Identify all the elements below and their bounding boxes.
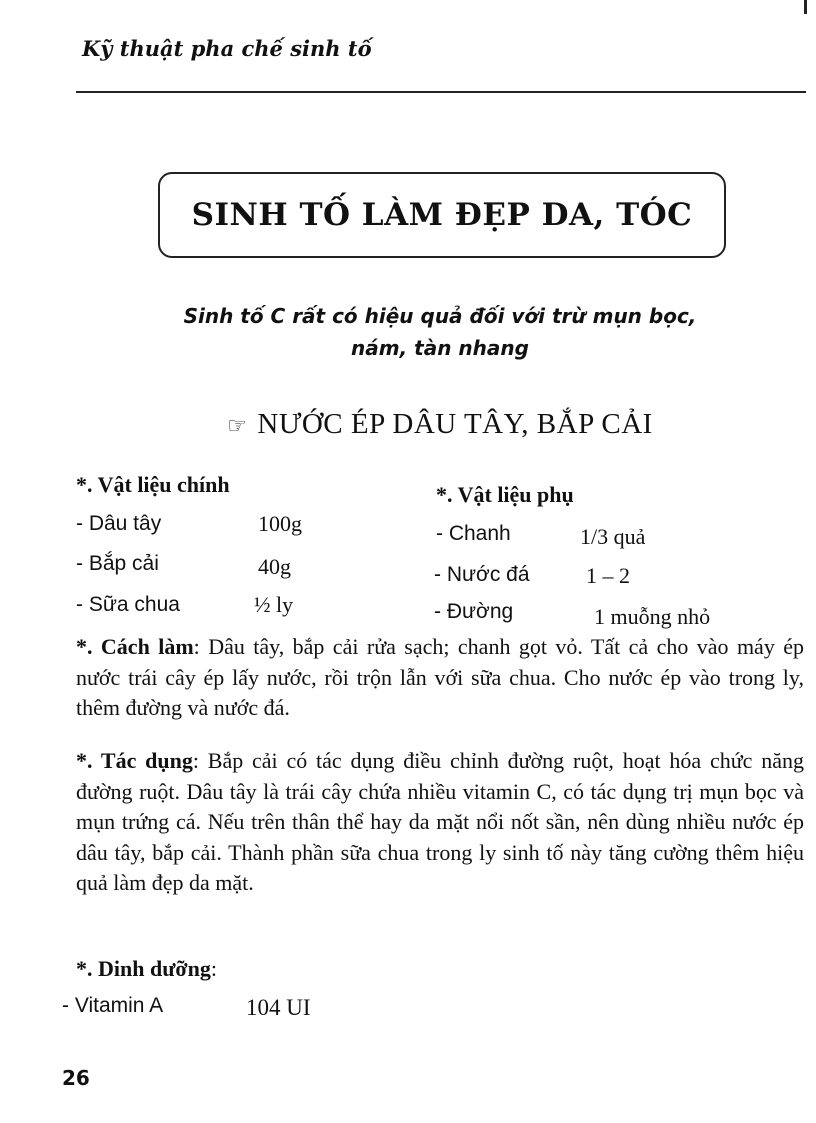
main-ingredient-name: - Dâu tây bbox=[76, 512, 162, 535]
chapter-title: SINH TỐ LÀM ĐẸP DA, TÓC bbox=[191, 197, 693, 233]
extra-ingredient-name: - Chanh bbox=[436, 522, 511, 545]
method-label: *. Cách làm bbox=[76, 634, 194, 659]
method-paragraph bbox=[76, 632, 804, 724]
effect-text: : Bắp cải có tác dụng điều chỉnh đường ruột, hoạt hóa chức năng đường ruột. Dâu tây là trái cây chứa nhiều vitamin C, có tác dụng trị mụn bọc và mụn trứng cá. Nếu trên thân thể hay da mặt nổi nốt sần, nên dùng nhiều nước ép dâu tây, bắp cải. Thành phần sữa chua trong ly sinh tố này tăng cường thêm hiệu quả làm đẹp da mặt. bbox=[76, 748, 804, 895]
nutrition-colon: : bbox=[210, 956, 217, 981]
recipe-heading bbox=[100, 408, 780, 441]
subtitle-line-1: Sinh tố C rất có hiệu quả đối với trừ mụn bọc, bbox=[183, 304, 697, 328]
effect-paragraph bbox=[76, 746, 804, 899]
recipe-title: NƯỚC ÉP DÂU TÂY, BẮP CẢI bbox=[257, 408, 653, 440]
page-number: 26 bbox=[62, 1066, 90, 1090]
main-ingredient-qty: 40g bbox=[258, 554, 291, 579]
extra-ingredient-name: - Nước đá bbox=[434, 563, 530, 586]
main-ingredients-heading: *. Vật liệu chính bbox=[76, 472, 230, 497]
chapter-subtitle bbox=[110, 300, 770, 364]
hand-pointer-icon: ☞ bbox=[227, 414, 248, 439]
nutrition-heading bbox=[76, 954, 804, 985]
main-ingredient-qty: 100g bbox=[258, 511, 302, 536]
extra-ingredients-heading: *. Vật liệu phụ bbox=[436, 482, 574, 507]
nutrition-label: *. Dinh dưỡng bbox=[76, 956, 211, 981]
chapter-title-box bbox=[158, 172, 726, 258]
extra-ingredient-name: - Đường bbox=[434, 600, 514, 623]
page-corner-mark bbox=[804, 0, 807, 14]
effect-label: *. Tác dụng bbox=[76, 748, 193, 773]
method-text: : Dâu tây, bắp cải rửa sạch; chanh gọt vỏ. Tất cả cho vào máy ép nước trái cây ép lấy nước, rồi trộn lẫn với sữa chua. Cho nước ép vào trong ly, thêm đường và nước đá. bbox=[76, 634, 805, 720]
main-ingredient-name: - Bắp cải bbox=[76, 552, 159, 575]
extra-ingredient-qty: 1 – 2 bbox=[586, 563, 630, 588]
main-ingredient-qty: ½ ly bbox=[254, 592, 294, 617]
subtitle-line-2: nám, tàn nhang bbox=[351, 336, 529, 360]
main-ingredient-name: - Sữa chua bbox=[76, 593, 180, 616]
nutrition-item-value: 104 UI bbox=[246, 995, 311, 1020]
extra-ingredient-qty: 1 muỗng nhỏ bbox=[594, 604, 711, 629]
nutrition-item-name: - Vitamin A bbox=[62, 994, 164, 1017]
extra-ingredient-qty: 1/3 quả bbox=[580, 524, 646, 549]
header-divider bbox=[76, 91, 806, 93]
running-header: Kỹ thuật pha chế sinh tố bbox=[82, 36, 372, 61]
